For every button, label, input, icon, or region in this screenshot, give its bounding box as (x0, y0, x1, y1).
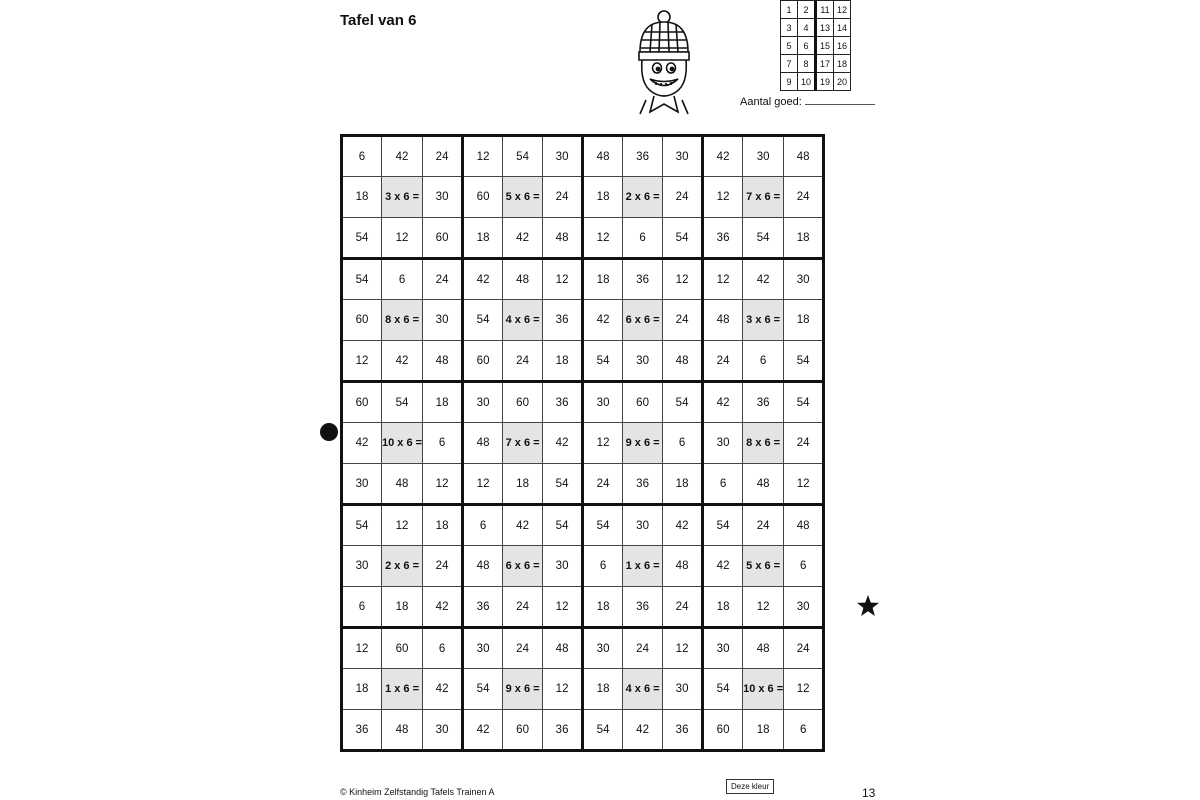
answer-cell[interactable]: 12 (382, 218, 423, 259)
score-grid-cell: 8 (798, 55, 816, 73)
answer-cell[interactable]: 60 (503, 710, 543, 751)
answer-cell[interactable]: 42 (503, 218, 543, 259)
answer-cell[interactable]: 12 (342, 628, 382, 669)
score-grid-cell: 17 (816, 55, 834, 73)
answer-cell[interactable]: 12 (382, 505, 423, 546)
answer-cell[interactable]: 12 (423, 464, 463, 505)
answer-cell[interactable]: 48 (663, 546, 703, 587)
answer-cell[interactable]: 54 (583, 710, 623, 751)
answer-cell[interactable]: 24 (663, 177, 703, 218)
question-cell[interactable]: 6 x 6 = (503, 546, 543, 587)
answer-cell[interactable]: 30 (423, 710, 463, 751)
answer-cell[interactable]: 54 (382, 382, 423, 423)
answer-cell[interactable]: 54 (743, 218, 784, 259)
answer-cell[interactable]: 42 (703, 546, 743, 587)
question-cell[interactable]: 1 x 6 = (382, 669, 423, 710)
answer-cell[interactable]: 18 (583, 259, 623, 300)
grid-row (342, 382, 824, 423)
answer-cell[interactable]: 24 (503, 587, 543, 628)
answer-cell[interactable]: 24 (703, 341, 743, 382)
answer-cell[interactable]: 6 (423, 423, 463, 464)
answer-cell[interactable]: 18 (583, 177, 623, 218)
answer-cell[interactable]: 36 (623, 464, 663, 505)
answer-cell[interactable]: 6 (423, 628, 463, 669)
answer-cell[interactable]: 24 (583, 464, 623, 505)
answer-cell[interactable]: 48 (703, 300, 743, 341)
answer-cell[interactable]: 18 (703, 587, 743, 628)
answer-cell[interactable]: 42 (382, 341, 423, 382)
answer-cell[interactable]: 60 (342, 300, 382, 341)
score-grid-cell: 15 (816, 37, 834, 55)
score-grid-row (781, 73, 851, 91)
answer-cell[interactable]: 18 (342, 177, 382, 218)
answer-cell[interactable]: 30 (703, 423, 743, 464)
answer-cell[interactable]: 12 (784, 669, 824, 710)
score-grid-cell: 18 (834, 55, 851, 73)
multiplication-grid (340, 134, 825, 752)
score-grid-row (781, 1, 851, 19)
boy-with-beanie-illustration (626, 8, 700, 116)
answer-cell[interactable]: 30 (663, 669, 703, 710)
score-grid-row (781, 37, 851, 55)
answer-cell[interactable]: 42 (382, 136, 423, 177)
question-cell[interactable]: 10 x 6 = (743, 669, 784, 710)
answer-cell[interactable]: 42 (543, 423, 583, 464)
grid-row (342, 259, 824, 300)
page-number: 13 (862, 786, 876, 800)
answer-cell[interactable]: 12 (743, 587, 784, 628)
answer-cell[interactable]: 54 (463, 669, 503, 710)
answer-cell[interactable]: 48 (663, 341, 703, 382)
answer-cell[interactable]: 12 (543, 587, 583, 628)
answer-cell[interactable]: 54 (784, 341, 824, 382)
answer-cell[interactable]: 24 (784, 628, 824, 669)
score-grid-cell: 9 (781, 73, 798, 91)
answer-cell[interactable]: 12 (784, 464, 824, 505)
answer-cell[interactable]: 36 (623, 136, 663, 177)
answer-cell[interactable]: 24 (423, 259, 463, 300)
copyright-text: © Kinheim Zelfstandig Tafels Trainen A (340, 787, 495, 797)
answer-cell[interactable]: 24 (663, 587, 703, 628)
answer-cell[interactable]: 30 (583, 382, 623, 423)
answer-cell[interactable]: 18 (583, 669, 623, 710)
grid-row (342, 423, 824, 464)
grid-row (342, 505, 824, 546)
black-star-icon (856, 594, 880, 618)
answer-cell[interactable]: 24 (543, 177, 583, 218)
answer-cell[interactable]: 18 (784, 218, 824, 259)
answer-cell[interactable]: 36 (703, 218, 743, 259)
answer-cell[interactable]: 30 (663, 136, 703, 177)
answer-cell[interactable]: 6 (342, 587, 382, 628)
score-grid-cell: 1 (781, 1, 798, 19)
answer-cell[interactable]: 18 (503, 464, 543, 505)
grid-row (342, 587, 824, 628)
answer-cell[interactable]: 48 (543, 218, 583, 259)
answer-cell[interactable]: 24 (743, 505, 784, 546)
answer-cell[interactable]: 30 (784, 259, 824, 300)
answer-cell[interactable]: 12 (583, 423, 623, 464)
answer-cell[interactable]: 24 (503, 341, 543, 382)
answer-cell[interactable]: 12 (703, 259, 743, 300)
grid-row (342, 710, 824, 751)
answer-cell[interactable]: 18 (463, 218, 503, 259)
grid-row (342, 669, 824, 710)
score-grid-cell: 19 (816, 73, 834, 91)
answer-cell[interactable]: 60 (342, 382, 382, 423)
question-cell[interactable]: 6 x 6 = (623, 300, 663, 341)
answer-cell[interactable]: 6 (784, 710, 824, 751)
answer-cell[interactable]: 30 (743, 136, 784, 177)
grid-row (342, 177, 824, 218)
page-title: Tafel van 6 (340, 12, 417, 29)
answer-cell[interactable]: 24 (423, 546, 463, 587)
answer-cell[interactable]: 54 (784, 382, 824, 423)
answer-cell[interactable]: 18 (663, 464, 703, 505)
answer-cell[interactable]: 30 (543, 546, 583, 587)
answer-cell[interactable]: 36 (623, 587, 663, 628)
black-dot-icon (320, 423, 338, 441)
answer-cell[interactable]: 60 (463, 177, 503, 218)
answer-cell[interactable]: 42 (463, 259, 503, 300)
score-grid-cell: 14 (834, 19, 851, 37)
answer-cell[interactable]: 6 (623, 218, 663, 259)
question-cell[interactable]: 3 x 6 = (743, 300, 784, 341)
answer-cell[interactable]: 12 (663, 628, 703, 669)
question-cell[interactable]: 9 x 6 = (623, 423, 663, 464)
question-cell[interactable]: 1 x 6 = (623, 546, 663, 587)
answer-cell[interactable]: 48 (583, 136, 623, 177)
grid-row (342, 300, 824, 341)
answer-cell[interactable]: 30 (423, 177, 463, 218)
answer-cell[interactable]: 48 (382, 710, 423, 751)
answer-cell[interactable]: 36 (463, 587, 503, 628)
answer-cell[interactable]: 6 (784, 546, 824, 587)
answer-cell[interactable]: 42 (623, 710, 663, 751)
answer-cell[interactable]: 42 (423, 669, 463, 710)
answer-cell[interactable]: 30 (623, 505, 663, 546)
question-cell[interactable]: 5 x 6 = (503, 177, 543, 218)
score-grid-cell: 5 (781, 37, 798, 55)
answer-cell[interactable]: 24 (503, 628, 543, 669)
answer-cell[interactable]: 48 (463, 423, 503, 464)
answer-cell[interactable]: 54 (703, 669, 743, 710)
answer-cell[interactable]: 18 (423, 382, 463, 423)
answer-cell[interactable]: 18 (342, 669, 382, 710)
question-cell[interactable]: 8 x 6 = (382, 300, 423, 341)
answer-cell[interactable]: 42 (423, 587, 463, 628)
score-grid-cell: 13 (816, 19, 834, 37)
answer-cell[interactable]: 30 (623, 341, 663, 382)
answer-cell[interactable]: 36 (623, 259, 663, 300)
answer-cell[interactable]: 48 (382, 464, 423, 505)
grid-row (342, 628, 824, 669)
answer-cell[interactable]: 30 (543, 136, 583, 177)
question-cell[interactable]: 2 x 6 = (382, 546, 423, 587)
answer-cell[interactable]: 60 (463, 341, 503, 382)
answer-cell[interactable]: 48 (543, 628, 583, 669)
answer-cell[interactable]: 60 (423, 218, 463, 259)
question-cell[interactable]: 4 x 6 = (623, 669, 663, 710)
question-cell[interactable]: 2 x 6 = (623, 177, 663, 218)
aantal-goed-label: Aantal goed: (740, 96, 802, 108)
answer-cell[interactable]: 30 (583, 628, 623, 669)
answer-cell[interactable]: 48 (784, 136, 824, 177)
answer-cell[interactable]: 30 (342, 546, 382, 587)
answer-cell[interactable]: 6 (743, 341, 784, 382)
aantal-goed (740, 95, 875, 108)
answer-cell[interactable]: 18 (583, 587, 623, 628)
answer-cell[interactable]: 54 (342, 505, 382, 546)
answer-cell[interactable]: 6 (703, 464, 743, 505)
answer-cell[interactable]: 54 (663, 218, 703, 259)
answer-cell[interactable]: 54 (342, 218, 382, 259)
answer-cell[interactable]: 6 (382, 259, 423, 300)
question-cell[interactable]: 10 x 6 = (382, 423, 423, 464)
answer-cell[interactable]: 24 (663, 300, 703, 341)
score-grid-cell: 6 (798, 37, 816, 55)
answer-cell[interactable]: 6 (463, 505, 503, 546)
aantal-goed-blank[interactable] (805, 95, 875, 105)
score-grid-cell: 20 (834, 73, 851, 91)
grid-row (342, 546, 824, 587)
question-cell[interactable]: 7 x 6 = (503, 423, 543, 464)
question-cell[interactable]: 7 x 6 = (743, 177, 784, 218)
answer-cell[interactable]: 54 (543, 505, 583, 546)
answer-cell[interactable]: 48 (503, 259, 543, 300)
score-grid-row (781, 19, 851, 37)
answer-cell[interactable]: 48 (743, 628, 784, 669)
answer-cell[interactable]: 48 (423, 341, 463, 382)
grid-row (342, 218, 824, 259)
score-grid-row (781, 55, 851, 73)
answer-cell[interactable]: 42 (663, 505, 703, 546)
answer-cell[interactable]: 6 (583, 546, 623, 587)
score-grid-cell: 7 (781, 55, 798, 73)
answer-cell[interactable]: 12 (463, 136, 503, 177)
answer-cell[interactable]: 42 (583, 300, 623, 341)
answer-cell[interactable]: 18 (382, 587, 423, 628)
answer-cell[interactable]: 54 (342, 259, 382, 300)
answer-cell[interactable]: 30 (703, 628, 743, 669)
answer-cell[interactable]: 6 (663, 423, 703, 464)
score-grid (780, 0, 851, 91)
answer-cell[interactable]: 12 (703, 177, 743, 218)
answer-cell[interactable]: 12 (543, 669, 583, 710)
question-cell[interactable]: 3 x 6 = (382, 177, 423, 218)
answer-cell[interactable]: 18 (543, 341, 583, 382)
score-grid-cell: 16 (834, 37, 851, 55)
answer-cell[interactable]: 36 (743, 382, 784, 423)
answer-cell[interactable]: 24 (784, 177, 824, 218)
answer-cell[interactable]: 42 (503, 505, 543, 546)
question-cell[interactable]: 9 x 6 = (503, 669, 543, 710)
answer-cell[interactable]: 18 (784, 300, 824, 341)
answer-cell[interactable]: 48 (784, 505, 824, 546)
answer-cell[interactable]: 60 (703, 710, 743, 751)
answer-cell[interactable]: 12 (342, 341, 382, 382)
answer-cell[interactable]: 12 (663, 259, 703, 300)
answer-cell[interactable]: 42 (703, 136, 743, 177)
answer-cell[interactable]: 24 (423, 136, 463, 177)
score-grid-cell: 2 (798, 1, 816, 19)
answer-cell[interactable]: 36 (543, 300, 583, 341)
score-grid-cell: 3 (781, 19, 798, 37)
answer-cell[interactable]: 24 (623, 628, 663, 669)
answer-cell[interactable]: 42 (342, 423, 382, 464)
answer-cell[interactable]: 54 (463, 300, 503, 341)
question-cell[interactable]: 5 x 6 = (743, 546, 784, 587)
answer-cell[interactable]: 24 (784, 423, 824, 464)
grid-row (342, 136, 824, 177)
answer-cell[interactable]: 36 (543, 382, 583, 423)
answer-cell[interactable]: 30 (463, 382, 503, 423)
score-grid-cell: 10 (798, 73, 816, 91)
answer-cell[interactable]: 48 (743, 464, 784, 505)
answer-cell[interactable]: 18 (743, 710, 784, 751)
answer-cell[interactable]: 18 (423, 505, 463, 546)
answer-cell[interactable]: 54 (703, 505, 743, 546)
score-grid-cell: 11 (816, 1, 834, 19)
answer-cell[interactable]: 30 (784, 587, 824, 628)
question-cell[interactable]: 4 x 6 = (503, 300, 543, 341)
answer-cell[interactable]: 48 (463, 546, 503, 587)
answer-cell[interactable]: 42 (743, 259, 784, 300)
answer-cell[interactable]: 12 (583, 218, 623, 259)
question-cell[interactable]: 8 x 6 = (743, 423, 784, 464)
answer-cell[interactable]: 12 (543, 259, 583, 300)
answer-cell[interactable]: 36 (342, 710, 382, 751)
answer-cell[interactable]: 60 (382, 628, 423, 669)
answer-cell[interactable]: 30 (342, 464, 382, 505)
answer-cell[interactable]: 6 (342, 136, 382, 177)
answer-cell[interactable]: 60 (503, 382, 543, 423)
score-grid-cell: 12 (834, 1, 851, 19)
answer-cell[interactable]: 30 (423, 300, 463, 341)
grid-row (342, 464, 824, 505)
score-grid-cell: 4 (798, 19, 816, 37)
answer-cell[interactable]: 54 (583, 505, 623, 546)
answer-cell[interactable]: 36 (663, 710, 703, 751)
answer-cell[interactable]: 54 (663, 382, 703, 423)
answer-cell[interactable]: 30 (463, 628, 503, 669)
answer-cell[interactable]: 42 (463, 710, 503, 751)
answer-cell[interactable]: 36 (543, 710, 583, 751)
answer-cell[interactable]: 42 (703, 382, 743, 423)
answer-cell[interactable]: 60 (623, 382, 663, 423)
deze-kleur-box: Deze kleur (726, 779, 774, 794)
grid-row (342, 341, 824, 382)
answer-cell[interactable]: 54 (543, 464, 583, 505)
answer-cell[interactable]: 54 (583, 341, 623, 382)
answer-cell[interactable]: 12 (463, 464, 503, 505)
answer-cell[interactable]: 54 (503, 136, 543, 177)
